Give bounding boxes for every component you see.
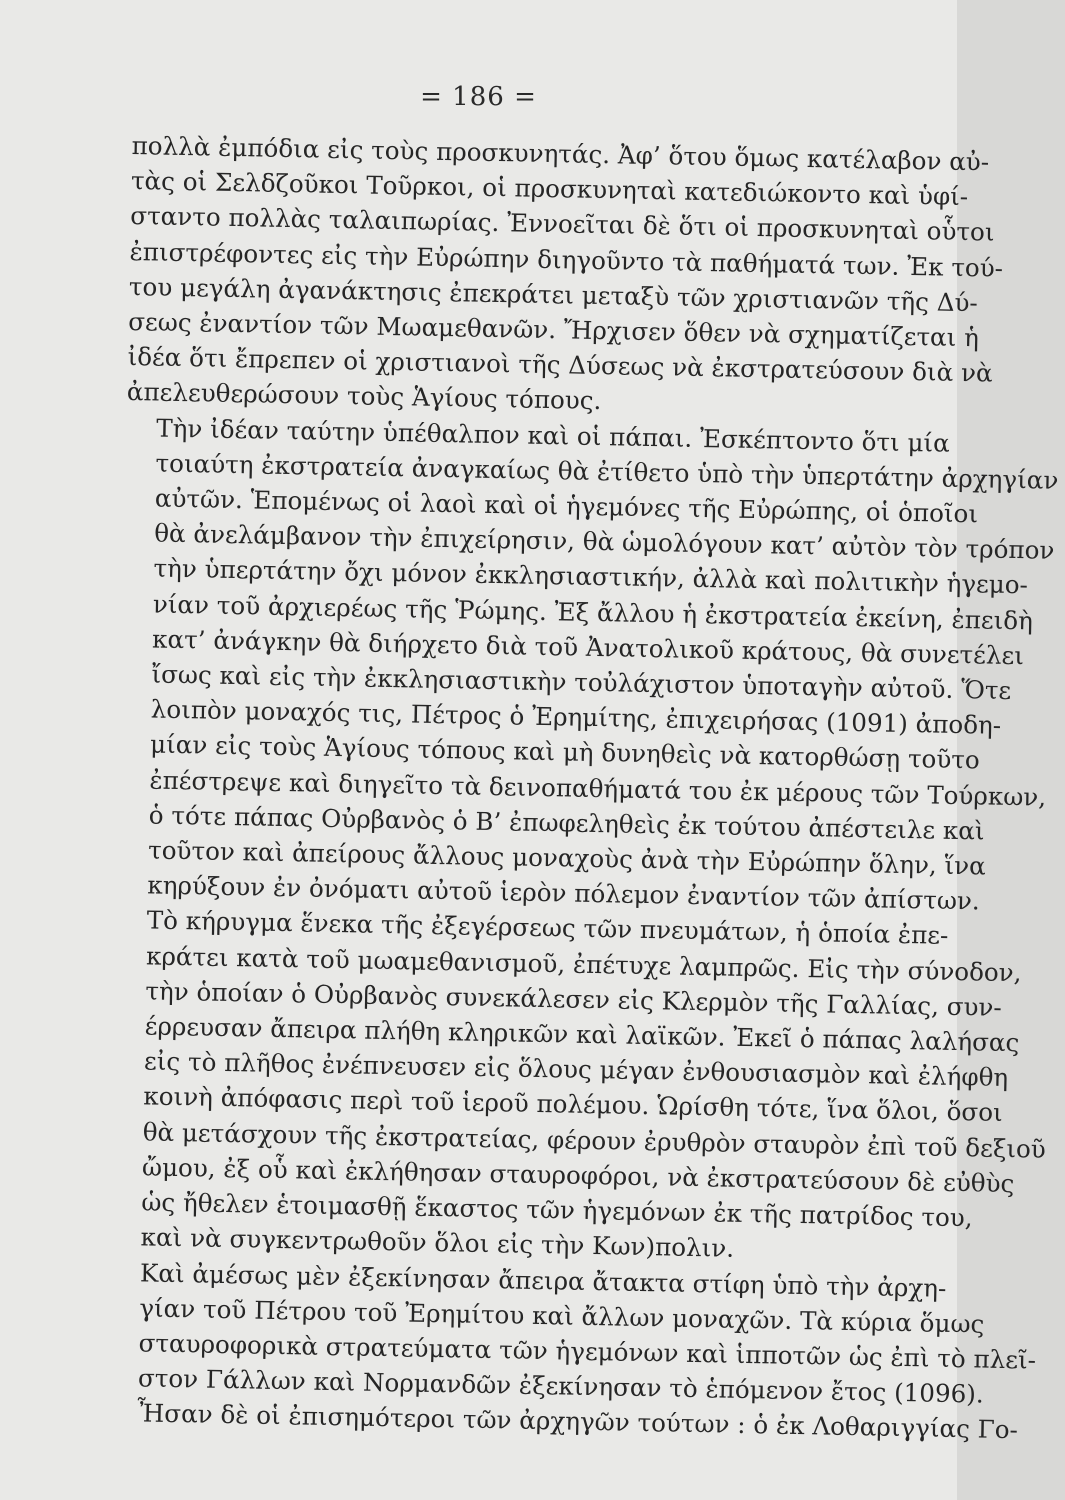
text-line: καὶ νὰ συγκεντρωθοῦν ὅλοι εἰς τὴν Κων)πολιν. [140, 1222, 735, 1264]
text-line: τοιαύτη ἐκστρατεία ἀναγκαίως θὰ ἐτίθετο ὑπὸ τὴν ὑπερτάτην ἀρχηγίαν [155, 448, 1059, 495]
text-line: σεως ἐναντίον τῶν Μωαμεθανῶν. Ἤρχισεν ὅθεν νὰ σχηματίζεται ἡ [128, 306, 980, 353]
text-line: λοιπὸν μοναχός τις, Πέτρος ὁ Ἐρημίτης, ἐπιχειρήσας (1091) ἀποδη- [150, 694, 1002, 741]
text-line: τὴν ὁποίαν ὁ Οὐρβανὸς συνεκάλεσεν εἰς Κλερμὸν τῆς Γαλλίας, συν- [145, 976, 1003, 1022]
text-line: ὡς ἤθελεν ἑτοιμασθῇ ἕκαστος τῶν ἡγεμόνων ἐκ τῆς πατρίδος του, [141, 1187, 973, 1233]
text-line: πολλὰ ἐμπόδια εἰς τοὺς προσκυνητάς. Ἀφ’ ὅτου ὅμως κατέλαβον αὐ- [131, 130, 990, 177]
text-line: μίαν εἰς τοὺς Ἁγίους τόπους καὶ μὴ δυνηθεὶς νὰ κατορθώσῃ τοῦτο [149, 729, 981, 775]
text-line: Τὸ κήρυγμα ἕνεκα τῆς ἐξεγέρσεως τῶν πνευμάτων, ἡ ὁποία ἐπε- [146, 905, 949, 951]
text-line: νίαν τοῦ ἀρχιερέως τῆς Ῥώμης. Ἐξ ἄλλου ἡ ἐκστρατεία ἐκείνη, ἐπειδὴ [152, 589, 1034, 636]
text-line: Καὶ ἀμέσως μὲν ἐξεκίνησαν ἄπειρα ἄτακτα στίφη ὑπὸ τὴν ἀρχη- [139, 1257, 947, 1303]
text-line: του μεγάλη ἀγανάκτησις ἐπεκράτει μεταξὺ τῶν χριστιανῶν τῆς Δύ- [128, 271, 979, 318]
text-line: στον Γάλλων καὶ Νορμανδῶν ἐξεκίνησαν τὸ ἑπόμενον ἔτος (1096). [137, 1363, 984, 1409]
text-line: ἐπέστρεψε καὶ διηγεῖτο τὰ δεινοπαθήματά του ἐκ μέρους τῶν Τούρκων, [149, 765, 1047, 812]
text-line: Ἦσαν δὲ οἱ ἐπισημότεροι τῶν ἀρχηγῶν τούτων : ὁ ἐκ Λοθαριγγίας Γο- [137, 1398, 1019, 1445]
text-line: ἰδέα ὅτι ἔπρεπεν οἱ χριστιανοὶ τῆς Δύσεως νὰ ἐκστρατεύσουν διὰ νὰ [127, 342, 993, 388]
text-line: ὁ τότε πάπας Οὐρβανὸς ὁ Β’ ἐπωφεληθεὶς ἐκ τούτου ἀπέστειλε καὶ [148, 800, 985, 846]
text-line: ἐπιστρέφοντες εἰς τὴν Εὐρώπην διηγοῦντο τὰ παθήματά των. Ἐκ τού- [129, 236, 1004, 283]
text-line: σταυροφορικὰ στρατεύματα τῶν ἡγεμόνων καὶ ἱπποτῶν ὡς ἐπὶ τὸ πλεῖ- [138, 1328, 1037, 1375]
text-line: θὰ ἀνελάμβανον τὴν ἐπιχείρησιν, θὰ ὡμολόγουν κατ’ αὐτὸν τὸν τρόπον [153, 518, 1055, 566]
text-line: τοῦτον καὶ ἀπείρους ἄλλους μοναχοὺς ἀνὰ τὴν Εὐρώπην ὅλην, ἵνα [147, 835, 987, 881]
body-text [107, 128, 1059, 1446]
text-line: ὤμου, ἐξ οὗ καὶ ἐκλήθησαν σταυροφόροι, νὰ ἐκστρατεύσουν δὲ εὐθὺς [141, 1152, 1015, 1199]
text-line: κράτει κατὰ τοῦ μωαμεθανισμοῦ, ἐπέτυχε λαμπρῶς. Εἰς τὴν σύνοδον, [145, 941, 1022, 987]
text-line: γίαν τοῦ Πέτρου τοῦ Ἐρημίτου καὶ ἄλλων μοναχῶν. Τὰ κύρια ὅμως [139, 1293, 985, 1339]
text-line: τὰς οἱ Σελδζοῦκοι Τοῦρκοι, οἱ προσκυνηταὶ κατεδιώκοντο καὶ ὑφί- [130, 166, 969, 212]
text-line: τὴν ὑπερτάτην ὄχι μόνον ἐκκλησιαστικήν, ἀλλὰ καὶ πολιτικὴν ἡγεμο- [153, 553, 1029, 600]
text-line: ἀπελευθερώσουν τοὺς Ἁγίους τόπους. [126, 377, 602, 416]
text-line: εἰς τὸ πλῆθος ἐνέπνευσεν εἰς ὅλους μέγαν ἐνθουσιασμὸν καὶ ἐλήφθη [143, 1046, 1009, 1093]
text-line: σταντο πολλὰς ταλαιπωρίας. Ἐννοεῖται δὲ ὅτι οἱ προσκυνηταὶ οὗτοι [130, 201, 995, 247]
text-line: ἴσως καὶ εἰς τὴν ἐκκλησιαστικὴν τοὐλάχιστον ὑποταγὴν αὐτοῦ. Ὅτε [151, 659, 1012, 706]
text-line: Τὴν ἰδέαν ταύτην ὑπέθαλπον καὶ οἱ πάπαι. Ἐσκέπτοντο ὅτι μία [155, 413, 951, 458]
text-line: κηρύξουν ἐν ὀνόματι αὐτοῦ ἱερὸν πόλεμον ἐναντίον τῶν ἀπίστων. [147, 870, 980, 916]
text-line: θὰ μετάσχουν τῆς ἐκστρατείας, φέρουν ἐρυθρὸν σταυρὸν ἐπὶ τοῦ δεξιοῦ [142, 1117, 1047, 1164]
text-line: κατ’ ἀνάγκην θὰ διήρχετο διὰ τοῦ Ἀνατολικοῦ κράτους, θὰ συνετέλει [151, 624, 1025, 671]
text-line: αὐτῶν. Ἑπομένως οἱ λαοὶ καὶ οἱ ἡγεμόνες τῆς Εὐρώπης, οἱ ὁποῖοι [154, 483, 979, 529]
paragraph [107, 1254, 1037, 1445]
page-number: = 186 = [420, 82, 537, 112]
text-line: κοινὴ ἀπόφασις περὶ τοῦ ἱεροῦ πολέμου. Ὡρίσθη τότε, ἵνα ὅλοι, ὅσοι [143, 1081, 1003, 1128]
text-line: έρρευσαν ἄπειρα πλήθη κληρικῶν καὶ λαϊκῶν. Ἐκεῖ ὁ πάπας λαλήσας [144, 1011, 1020, 1058]
paragraph [110, 902, 1047, 1269]
paragraph [117, 410, 1059, 918]
paragraph [126, 128, 1004, 425]
